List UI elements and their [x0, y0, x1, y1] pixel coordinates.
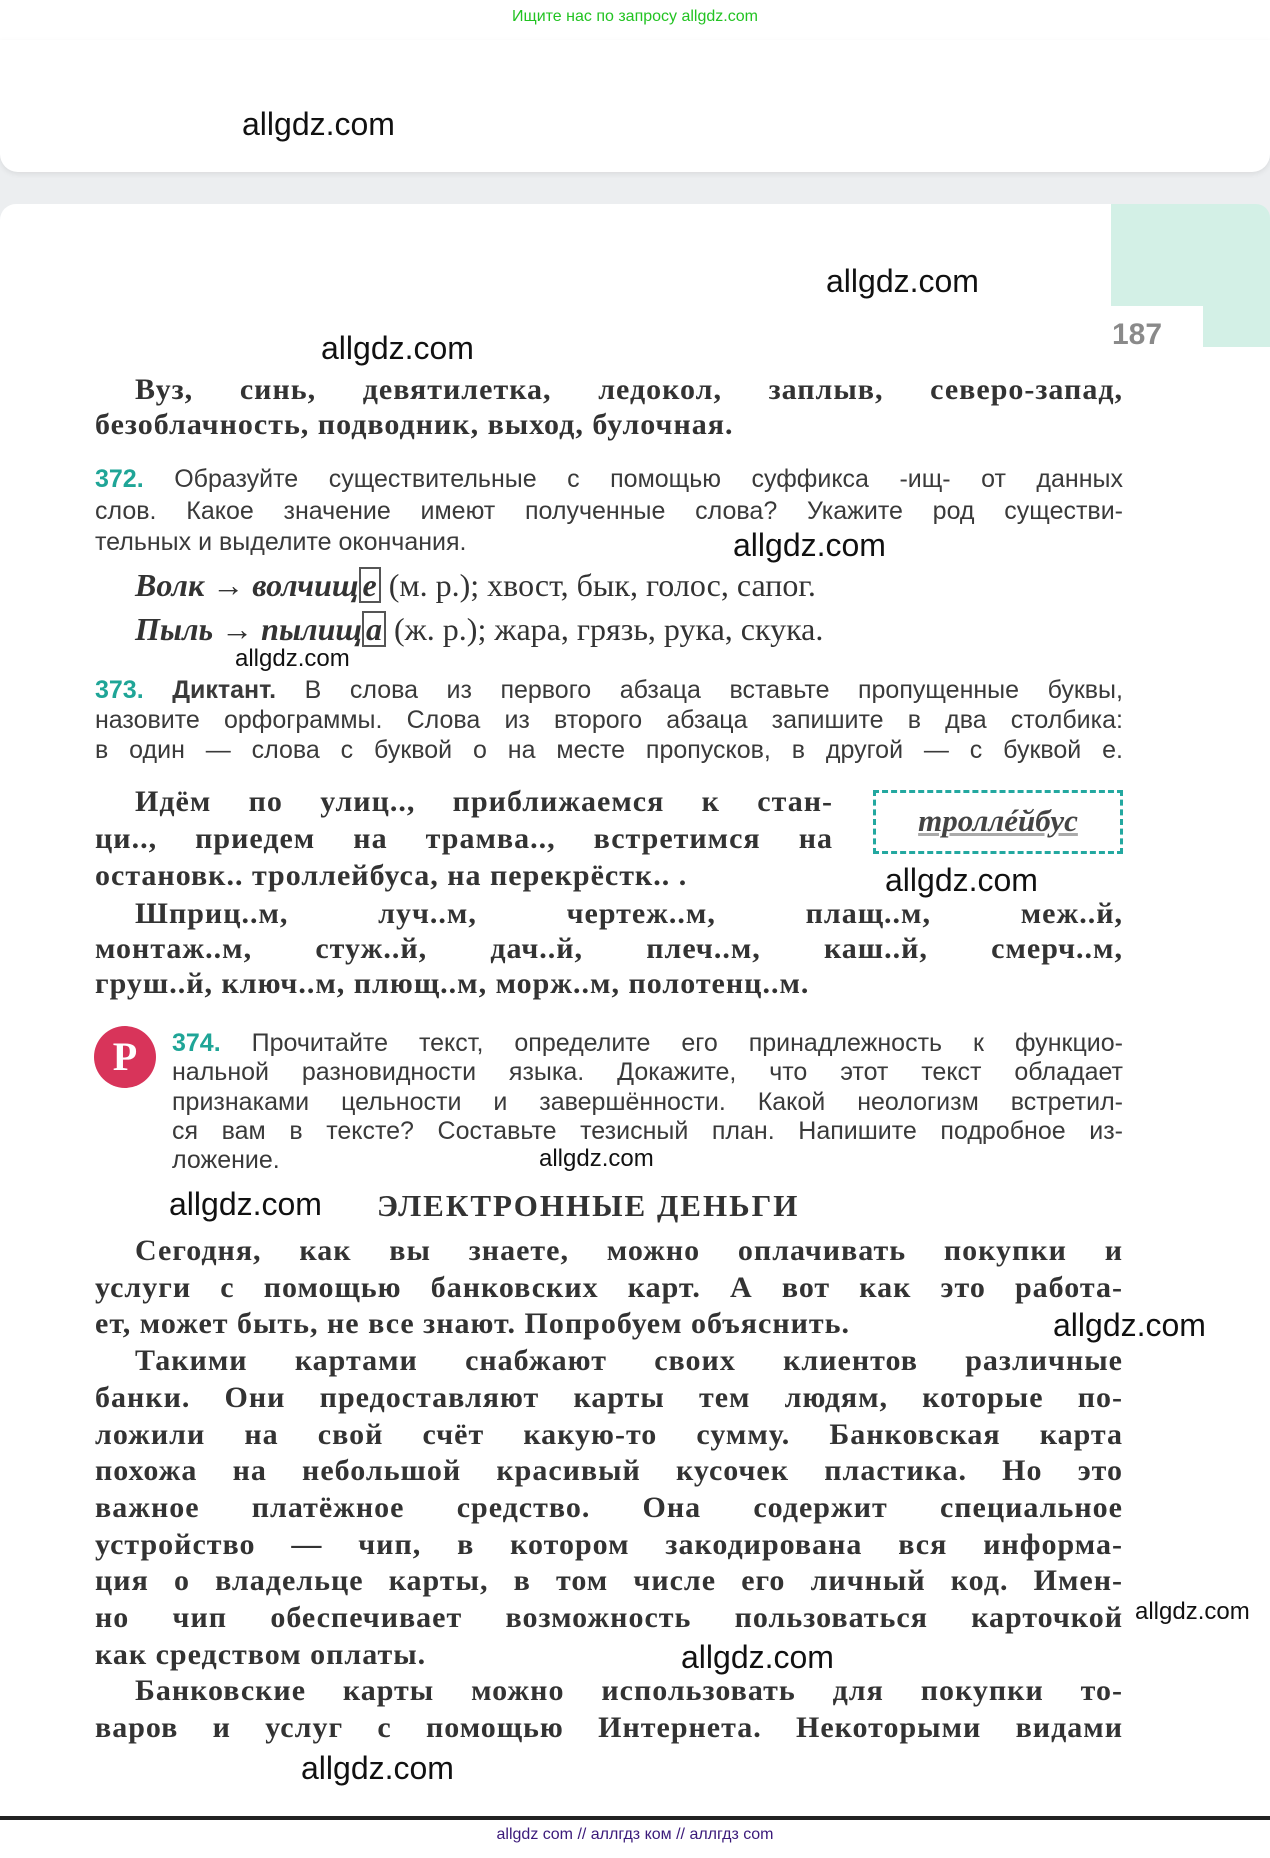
- watermark: allgdz.com: [681, 1639, 834, 1675]
- text-line: ци.., приедем на трамва.., встретимся на: [95, 822, 833, 855]
- exercise-number: 373.: [95, 676, 144, 704]
- dictation-words: [95, 896, 1123, 1001]
- example-base: Пыль: [135, 611, 214, 647]
- text-title: ЭЛЕКТРОННЫЕ ДЕНЬГИ: [377, 1188, 800, 1223]
- text-line: устройство — чип, в котором закодирована вся информа-: [95, 1527, 1123, 1561]
- text-line: нальной разновидности языка. Докажите, что этот текст обладает: [172, 1058, 1123, 1087]
- words-list: [95, 372, 1123, 442]
- example-stem: волчищ: [252, 567, 359, 603]
- text-line-content: Образуйте существительные с помощью суффикса -ищ- от данных: [174, 465, 1124, 493]
- watermark: allgdz.com: [242, 106, 395, 142]
- example-rest: (ж. р.); жара, грязь, рука, скука.: [394, 611, 824, 647]
- text-line: признаками цельности и завершённости. Какой неологизм встретил-: [172, 1087, 1123, 1116]
- dictation-label: Диктант.: [172, 676, 277, 704]
- text-line: Такими картами снабжают своих клиентов различные: [135, 1344, 1123, 1378]
- text-line: остановк.. троллейбуса, на перекрёстк.. .: [95, 859, 688, 892]
- text-line: банки. Они предоставляют карты тем людям, которые по-: [95, 1380, 1123, 1414]
- ending-box: а: [362, 611, 386, 647]
- text-line: слов. Какое значение имеют полученные слова? Укажите род существи-: [95, 496, 1123, 525]
- prose-text: [95, 1233, 1123, 1747]
- text-line-content: В слова из первого абзаца вставьте пропущенные буквы,: [304, 676, 1123, 704]
- ending-box: е: [359, 567, 381, 603]
- watermark: allgdz.com: [733, 527, 886, 563]
- arrow-icon: →: [212, 567, 245, 603]
- footer-text: allgdz com // аллгдз ком // аллгдз com: [496, 1826, 774, 1843]
- example-stem: пылищ: [261, 611, 363, 647]
- text-line-content: Прочитайте текст, определите его принадлежность к функцио-: [251, 1029, 1124, 1057]
- arrow-icon: →: [221, 611, 254, 647]
- watermark: allgdz.com: [826, 263, 979, 299]
- watermark: allgdz.com: [169, 1186, 322, 1222]
- text-line: ложили на свой счёт какую-то сумму. Банковская карта: [95, 1417, 1123, 1451]
- example-rest: (м. р.); хвост, бык, голос, сапог.: [388, 567, 816, 603]
- example-1: [135, 563, 816, 607]
- speech-development-badge: Р: [94, 1026, 156, 1088]
- watermark: allgdz.com: [539, 1145, 654, 1172]
- text-line: назовите орфограммы. Слова из второго абзаца запишите в два столбика:: [95, 706, 1123, 734]
- exercise-373: [95, 675, 1123, 765]
- watermark: allgdz.com: [301, 1750, 454, 1786]
- text-line: как средством оплаты.: [95, 1637, 427, 1671]
- text-line: но чип обеспечивает возможность пользоваться карточкой: [95, 1601, 1123, 1635]
- watermark: allgdz.com: [321, 330, 474, 366]
- example-base: Волк: [135, 567, 205, 603]
- text-line: груш..й, ключ..м, плющ..м, морж..м, полотенц..м.: [95, 967, 810, 1000]
- text-line: монтаж..м, стуж..й, дач..й, плеч..м, каш..й, смерч..м,: [95, 932, 1123, 965]
- text-line: Вуз, синь, девятилетка, ледокол, заплыв, северо-запад,: [135, 373, 1123, 406]
- exercise-number: 372.: [95, 465, 144, 493]
- rule-word: троллéйбус: [918, 803, 1078, 838]
- watermark: allgdz.com: [885, 862, 1038, 898]
- page-number: 187: [1112, 318, 1163, 351]
- dictation-text: [95, 783, 833, 894]
- top-banner: [0, 0, 1270, 40]
- text-line: варов и услуг с помощью Интернета. Некоторыми видами: [95, 1711, 1123, 1745]
- text-line: [95, 464, 1123, 496]
- text-line: Шприц..м, луч..м, чертеж..м, плащ..м, меж..й,: [135, 897, 1123, 930]
- divider: [0, 1816, 1270, 1820]
- watermark: allgdz.com: [1135, 1598, 1250, 1625]
- text-line: [95, 675, 1123, 705]
- text-line: ет, может быть, не все знают. Попробуем объяснить.: [95, 1307, 850, 1341]
- text-line: [172, 1029, 1123, 1058]
- text-line: похожа на небольшой красивый кусочек пластика. Но это: [95, 1454, 1123, 1488]
- watermark: allgdz.com: [235, 645, 350, 672]
- spelling-rule-box: [873, 790, 1123, 854]
- text-line: Банковские карты можно использовать для покупки то-: [135, 1674, 1123, 1708]
- text-line: важное платёжное средство. Она содержит специальное: [95, 1490, 1123, 1524]
- exercise-372: [95, 464, 1124, 563]
- text-line: тельных и выделите окончания.: [95, 528, 467, 556]
- text-line: услуги с помощью банковских карт. А вот как это работа-: [95, 1270, 1123, 1304]
- text-line: в один — слова с буквой о на месте пропусков, в другой — с буквой е.: [95, 736, 1123, 764]
- top-card: [0, 40, 1270, 172]
- watermark: allgdz.com: [1053, 1307, 1206, 1343]
- exercise-number: 374.: [172, 1029, 221, 1057]
- text-line: ложение.: [172, 1146, 280, 1175]
- text-line: ся вам в тексте? Составьте тезисный план. Напишите подробное из-: [172, 1116, 1123, 1145]
- text-line: ция о владельце карты, в том числе его личный код. Имен-: [95, 1564, 1123, 1598]
- text-line: безоблачность, подводник, выход, булочная.: [95, 408, 734, 441]
- banner-text: Ищите нас по запросу allgdz.com: [512, 8, 758, 25]
- text-line: Идём по улиц.., приближаемся к стан-: [135, 785, 833, 818]
- text-line: Сегодня, как вы знаете, можно оплачивать покупки и: [135, 1234, 1123, 1267]
